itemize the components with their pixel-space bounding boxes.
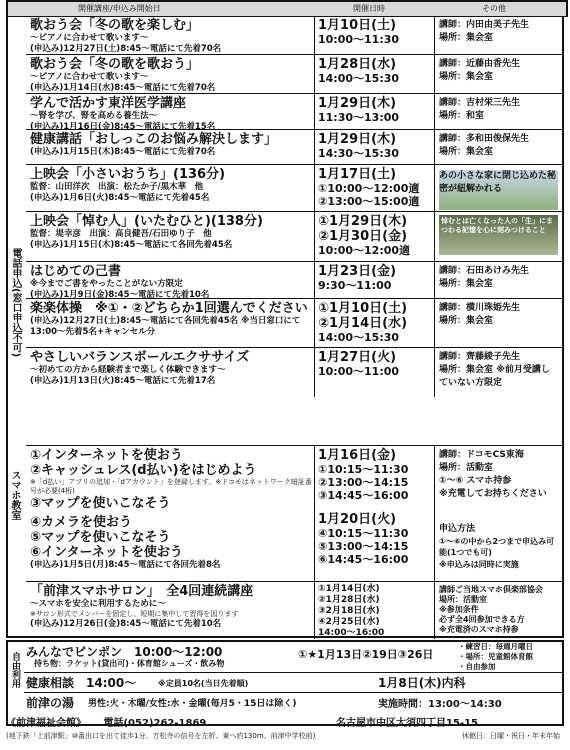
course-date: 1月27日(火) (318, 350, 397, 365)
course-row (26, 16, 562, 54)
address: 名古屋市中区大須四丁目15-15 (336, 718, 478, 729)
course-title: やさしいバランスボールエクササイズ (30, 350, 250, 365)
salon-note: ※サロン形式でメンバーを固定し、短期に集中して習得を図ります (30, 610, 239, 618)
sumaho-item: ①インターネットを使おう (30, 448, 183, 463)
film-image: あの小さな家に閉じ込めた秘密が紐解かれる (439, 170, 558, 210)
course-row (26, 298, 562, 348)
course-date: ①1月10日(土) ②1月14日(水) (318, 301, 408, 331)
course-title: はじめての己書 (30, 264, 122, 279)
course-row (26, 54, 562, 94)
course-title: 上映会「小さいおうち」(136分) (30, 167, 226, 182)
course-date: 1月29日(木) (318, 96, 397, 111)
sumaho-time: ①10:15〜11:30 (318, 463, 409, 476)
course-sub: 監督：堤幸彦 出演：高良健吾/石田ゆり子 他 (30, 229, 212, 239)
course-teacher: 講師：近藤由香先生 (439, 59, 521, 69)
sumaho-time: ④10:15〜11:30 (318, 527, 409, 540)
table-header (6, 0, 568, 17)
course-time: 14:00〜15:30 (318, 72, 400, 85)
salon-time: 14:00〜16:00 (318, 628, 385, 638)
sumaho-item: ④カメラを使おう (30, 515, 133, 530)
course-date: 1月10日(土) (318, 18, 397, 33)
course-title: 学んで活かす東洋医学講座 (30, 96, 187, 111)
course-apply: (申込み)12月27日(土)8:45〜電話にて先着70名 (30, 44, 222, 54)
sumaho-apply: (申込み)1月5日(月)8:45〜電話にて各回先着8名 (30, 560, 221, 570)
course-place: 場所：集会室 (439, 33, 494, 43)
course-apply: (申込み)1月15日(木)8:45〜電話にて各回先着45名 (30, 240, 233, 250)
course-title: 上映会「悼む人」(いたむひと)(138分) (30, 214, 263, 229)
health-note: ※定員10名(当日先着順) (158, 679, 249, 688)
health-date: 1月8日(木)内科 (378, 676, 466, 690)
course-place: 場所：集会室 (439, 316, 494, 326)
course-time: 10:00〜12:00適 (318, 244, 411, 257)
sumaho-note: ※「d払い」アプリの追加・「dアカウント」を登録します。※ドコモはネットワーク暗証番号が必要(4桁) (30, 478, 312, 495)
pingpong-note: 持ち物：ラケット(貸出可)・体育館シューズ・飲み物 (34, 659, 225, 668)
course-title: 健康講話「おしっこのお悩み解決します」 (30, 132, 278, 147)
course-apply: (申込み)1月15日(木)8:45〜電話にて先着70名 (30, 147, 216, 157)
phone-apply-label: 電話申込(窓口申込不可) (10, 248, 21, 358)
course-time: 14:00〜15:30 (318, 331, 400, 344)
course-place: 場所：和室 (439, 111, 485, 121)
sumaho-label: スマホ教室 (9, 470, 20, 520)
course-date: 1月29日(木) (318, 132, 397, 147)
sumaho-item: ⑤マップを使いこなそう (30, 530, 171, 545)
header-col2: 開催日時 (353, 4, 385, 13)
sumaho-item: ③マップを使いこなそう (30, 496, 171, 511)
salon-cond: ※充電済のスマホ持参 (439, 625, 519, 634)
course-time: 11:30〜13:00 (318, 111, 400, 124)
salon-sub: 〜スマホを安全に利用するために〜 (30, 599, 166, 609)
sumaho-time: ②13:00〜14:15 (318, 476, 409, 489)
course-table (6, 16, 564, 638)
sumaho-note: ①〜⑥ スマホ持参 (439, 476, 512, 486)
course-teacher: 講師：齊藤綾子先生 (439, 352, 521, 362)
course-apply: (申込み)12月27日(土)8:45〜電話にて各回先着45名 ※当日窓口にて13:00〜先着5名+キャンセル分 (30, 316, 301, 337)
course-apply: (申込み)1月13日(火)8:45〜電話にて先着17名 (30, 376, 216, 386)
salon-cond: 必ず全4回参加できる方 (439, 615, 525, 624)
course-place: 場所：集会室 ※前月受講していない方限定 (439, 365, 550, 388)
course-date: ①1月29日(木) ②1月30日(金) (318, 214, 408, 244)
course-date: 1月23日(金) (318, 264, 397, 279)
sumaho-item: ⑥インターネットを使おう (30, 545, 183, 560)
course-time: 10:00〜11:30 (318, 33, 400, 46)
sumaho-note: ※充電してお持ちください (439, 489, 547, 499)
course-row (26, 129, 562, 165)
course-row (26, 261, 562, 299)
course-teacher: 講師：横川珠姫先生 (439, 303, 521, 313)
course-title: 楽楽体操 ※①・②どちらか1回選んでください (30, 301, 308, 316)
sumaho-teacher: 講師：ドコモCS東海 (439, 450, 524, 460)
header-col1: 開催講座/申込み開始日 (78, 4, 161, 13)
sumaho-time: ⑥14:45〜16:00 (318, 553, 409, 566)
course-place: 場所：集会室 (439, 72, 494, 82)
course-apply: (申込み)1月6日(火)8:45〜電話にて先着45名 (30, 193, 210, 203)
free-label: 自由利用 (10, 652, 20, 688)
course-row (26, 93, 562, 130)
bath-title: 前津の湯 (26, 696, 75, 710)
sumaho-time: ③14:45〜16:00 (318, 489, 409, 502)
course-apply: (申込み)1月14日(水)8:45〜電話にて先着70名 (30, 83, 216, 93)
course-sub: 〜ピアノに合わせて歌います〜 (30, 72, 149, 82)
how-2: ※申込みは同時に実施 (439, 560, 519, 569)
salon-date: ①1月14日(水) (318, 584, 380, 594)
sumaho-block (26, 445, 562, 582)
org-name: 《前津福祉会館》 (6, 718, 86, 729)
course-teacher: 講師：吉村栄三先生 (439, 98, 521, 108)
salon-date: ②1月28日(水) (318, 595, 380, 605)
pingpong-title: みんなでピンポン 10:00〜12:00 (26, 645, 223, 659)
course-sub: 監督：山田洋次 出演：松たか子/黒木華 他 (30, 182, 204, 192)
course-title: 歌おう会「冬の歌を歌おう」 (30, 57, 200, 72)
course-sub: 〜初めての方から経験者まで楽しく体験できます〜 (30, 365, 226, 375)
sumaho-date: 1月20日(火) (318, 512, 397, 527)
course-place: 場所：集会室 (439, 147, 494, 157)
sumaho-item: ②キャッシュレス(d払い)をはじめよう (30, 463, 257, 478)
pingpong-side: ・練習日：毎週月曜日 ・場所：児童館体育館 ・自由参加 (458, 642, 533, 671)
course-sub: 〜ピアノに合わせて歌います〜 (30, 33, 149, 43)
course-sub: 〜腎を学び、腎を高める養生法〜 (30, 111, 158, 121)
sumaho-time: ⑤13:00〜14:15 (318, 540, 409, 553)
course-teacher: 講師：多和田俊保先生 (439, 134, 530, 144)
header-col3: その他 (482, 4, 506, 13)
closed-days: 休館日：日曜・祝日・年末年始 (462, 732, 560, 740)
course-teacher: 講師：石田あけみ先生 (439, 266, 530, 276)
course-time: 14:30〜15:30 (318, 147, 400, 160)
salon-date: ④2月25日(水) (318, 617, 380, 627)
course-apply: (申込み)1月9日(金)8:45〜電話にて先着10名 (30, 290, 210, 300)
course-title: 歌おう会「冬の歌を楽しむ」 (30, 18, 200, 33)
salon-teacher: 講師ご当地スマホ倶楽部協会 (439, 585, 543, 594)
course-time: 10:00〜11:00 (318, 365, 400, 378)
tel: 電話(052)262-1869 (103, 718, 207, 729)
course-place: 場所：集会室 (439, 279, 494, 289)
how-1: ①〜⑥の中から2つまで申込み可能(1つでも可) (439, 537, 555, 557)
salon-title: 「前津スマホサロン」 全4回連続講座 (30, 584, 254, 599)
course-row (26, 211, 562, 262)
access: (地下鉄「上前津駅」⑩番出口を出て徒歩1分、万松寺の信号を左折、東へ約130m、前津中学校前) (6, 732, 316, 740)
salon-row (26, 581, 562, 639)
course-time: 9:30〜11:00 (318, 279, 392, 292)
sumaho-date: 1月16日(金) (318, 448, 397, 463)
salon-place: 場所：活動室 (439, 595, 487, 604)
how-title: 申込方法 (439, 524, 476, 534)
course-row (26, 347, 562, 397)
sumaho-place: 場所：活動室 (439, 463, 494, 473)
course-sub: ※今までご書をやったことがない方限定 (30, 279, 183, 289)
course-time: ①10:00〜12:00適 ②13:00〜15:00適 (318, 182, 420, 208)
pingpong-dates: ①★1月13日②19日③26日 (298, 648, 434, 661)
film-image: 悼むとは亡くなった人の「生」にまつわる記憶を心に刻みつけること (439, 215, 558, 255)
course-teacher: 講師：内田由美子先生 (439, 20, 530, 30)
health-title: 健康相談 14:00〜 (26, 676, 137, 690)
footer (6, 714, 564, 741)
salon-cond: ※参加条件 (439, 605, 479, 614)
course-date: 1月17日(土) (318, 167, 397, 182)
bath-note: 男性:火・木曜/女性:水・金曜(毎月5・15日は除く) (88, 699, 297, 709)
course-date: 1月28日(水) (318, 57, 397, 72)
salon-apply: (申込み)12月26日(金)8:45〜電話にて先着10名 (30, 619, 222, 629)
course-apply: (申込み)1月16日(金)8:45〜電話にて先着15名 (30, 122, 216, 132)
salon-date: ③2月18日(水) (318, 606, 380, 616)
course-row (26, 164, 562, 212)
bath-time: 実施時間：13:00〜14:30 (378, 699, 502, 710)
